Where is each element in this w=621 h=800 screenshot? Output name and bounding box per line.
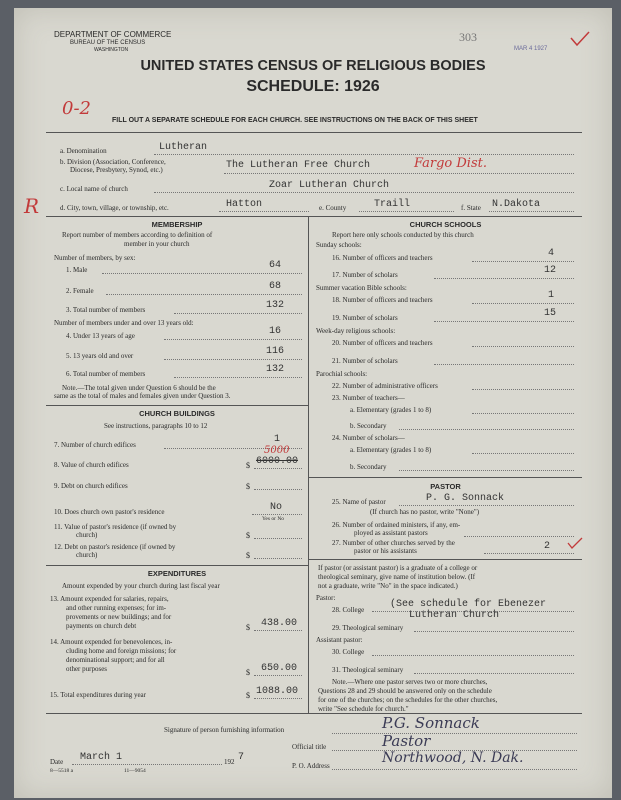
form-title: UNITED STATES CENSUS OF RELIGIOUS BODIES	[140, 58, 486, 74]
bureau-label: BUREAU OF THE CENSUS	[70, 40, 146, 46]
q7-label: 7. Number of church edifices	[54, 441, 136, 449]
church-name-label: c. Local name of church	[60, 185, 128, 193]
q11-label-2: church)	[76, 531, 98, 539]
q22-label: 22. Number of administrative officers	[332, 382, 438, 390]
pastor-footnote-3: for one of the churches; on the schedules for the other churches,	[318, 696, 498, 704]
q10-label: 10. Does church own pastor's residence	[54, 508, 165, 516]
q12-label-2: church)	[76, 551, 98, 559]
q24-label: 24. Number of scholars—	[332, 434, 405, 442]
state-value: N.Dakota	[492, 199, 541, 210]
q18-value: 1	[548, 290, 555, 301]
check-mark-icon	[566, 536, 584, 550]
year-digit: 7	[238, 752, 245, 763]
q19-label: 19. Number of scholars	[332, 314, 398, 322]
q6-value: 132	[266, 364, 285, 375]
church-name-value: Zoar Lutheran Church	[269, 180, 390, 191]
address-value: Northwood, N. Dak.	[382, 750, 524, 766]
official-title-value: Pastor	[382, 732, 431, 750]
department-label: DEPARTMENT OF COMMERCE	[54, 30, 172, 39]
county-value: Traill	[374, 199, 411, 210]
q1-label: 1. Male	[66, 266, 88, 274]
q26-label: 26. Number of ordained ministers, if any, em-	[332, 521, 461, 529]
q27-label-2: pastor or his assistants	[354, 547, 417, 555]
summer-label: Summer vacation Bible schools:	[316, 284, 407, 292]
divider	[46, 132, 582, 133]
form-subtitle: SCHEDULE: 1926	[246, 78, 380, 95]
q9-label: 9. Debt on church edifices	[54, 482, 128, 490]
q7-value: 1	[274, 434, 281, 445]
q13-label-1: 13. Amount expended for salaries, repairs,	[50, 595, 169, 603]
q28-value-2: Lutheran Church	[409, 610, 500, 621]
q24b-label: b. Secondary	[350, 463, 387, 471]
check-mark-icon	[569, 30, 591, 48]
q2-value: 68	[269, 281, 282, 292]
q15-value: 1088.00	[256, 686, 299, 697]
q29-label: 29. Theological seminary	[332, 624, 404, 632]
q14-label-3: denominational support; and for all	[66, 656, 165, 664]
received-stamp: MAR 4 1927	[514, 46, 548, 52]
column-divider	[308, 216, 309, 713]
red-r-mark: R	[24, 194, 40, 218]
q5-label: 5. 13 years old and over	[66, 352, 134, 360]
q27-value: 2	[544, 541, 551, 552]
q18-label: 18. Number of officers and teachers	[332, 296, 433, 304]
division-handwritten: Fargo Dist.	[414, 156, 487, 171]
q16-label: 16. Number of officers and teachers	[332, 254, 433, 262]
pastor-title: PASTOR	[430, 482, 461, 491]
pastor-footnote-1: Note.—Where one pastor serves two or more churches,	[332, 678, 488, 686]
q25-value: P. G. Sonnack	[426, 493, 505, 504]
by-age-label: Number of members under and over 13 years old:	[54, 319, 194, 327]
pastor-footnote-2: Questions 28 and 29 should be answered only on the schedule	[318, 687, 492, 695]
city-label: WASHINGTON	[94, 47, 129, 53]
q19-value: 15	[544, 308, 557, 319]
q13-value: 438.00	[261, 618, 298, 629]
city-field-value: Hatton	[226, 199, 263, 210]
q17-value: 12	[544, 265, 557, 276]
membership-note: Report number of members according to definition of	[62, 231, 213, 239]
q1-value: 64	[269, 260, 282, 271]
schools-title: CHURCH SCHOOLS	[409, 220, 482, 229]
signature-label: Signature of person furnishing information	[164, 726, 285, 734]
division-value: The Lutheran Free Church	[226, 160, 371, 171]
instruction-line: FILL OUT A SEPARATE SCHEDULE FOR EACH CHURCH. SEE INSTRUCTIONS ON THE BACK OF THIS SHEET	[112, 117, 478, 124]
q16-value: 4	[548, 248, 555, 259]
q14-label-1: 14. Amount expended for benevolences, in-	[50, 638, 173, 646]
by-sex-label: Number of members, by sex:	[54, 254, 136, 262]
division-label: b. Division (Association, Conference,	[60, 158, 166, 166]
q4-label: 4. Under 13 years of age	[66, 332, 135, 340]
q14-value: 650.00	[261, 663, 298, 674]
q3-value: 132	[266, 300, 285, 311]
expenditures-title: EXPENDITURES	[147, 569, 207, 578]
q14-label-2: cluding home and foreign missions; for	[66, 647, 177, 655]
q24a-label: a. Elementary (grades 1 to 8)	[350, 446, 432, 454]
q15-label: 15. Total expenditures during year	[50, 691, 146, 699]
q25-note: (If church has no pastor, write "None")	[370, 508, 480, 516]
q8-correction: 5000	[264, 445, 290, 456]
q31-label: 31. Theological seminary	[332, 666, 404, 674]
q17-label: 17. Number of scholars	[332, 271, 398, 279]
pastor-sub-label: Pastor:	[316, 594, 336, 602]
q12-label: 12. Debt on pastor's residence (if owned by	[54, 543, 176, 551]
buildings-title: CHURCH BUILDINGS	[139, 409, 215, 418]
official-title-label: Official title	[292, 743, 327, 751]
q8-value: 6000.00	[256, 456, 299, 467]
q23b-label: b. Secondary	[350, 422, 387, 430]
date-label: Date	[50, 758, 64, 766]
print-number: 11—9054	[124, 768, 146, 774]
signature-value: P.G. Sonnack	[382, 714, 480, 732]
parochial-label: Parochial schools:	[316, 370, 368, 378]
q2-label: 2. Female	[66, 287, 94, 295]
q11-label: 11. Value of pastor's residence (if owned by	[54, 523, 177, 531]
membership-footnote: Note.—The total given under Question 6 should be the	[62, 384, 216, 392]
assistant-label: Assistant pastor:	[316, 636, 363, 644]
q13-label-2: and other running expenses; for im-	[66, 604, 167, 612]
sunday-label: Sunday schools:	[316, 241, 362, 249]
membership-footnote-2: same as the total of males and females given under Question 3.	[54, 392, 231, 400]
q14-label-4: other purposes	[66, 665, 108, 673]
pastor-footnote-4: write "See schedule for church."	[318, 705, 409, 713]
q4-value: 16	[269, 326, 282, 337]
weekday-label: Week-day religious schools:	[316, 327, 396, 335]
q6-label: 6. Total number of members	[66, 370, 146, 378]
year-prefix: 192	[224, 758, 235, 766]
graduate-note-2: theological seminary, give name of institution below. (If	[318, 573, 476, 581]
city-field-label: d. City, town, village, or township, etc.	[60, 204, 169, 212]
q23a-label: a. Elementary (grades 1 to 8)	[350, 406, 432, 414]
form-number: 8—5518 a	[50, 768, 74, 774]
graduate-note-3: not a graduate, write "No" in the space indicated.)	[318, 582, 458, 590]
q26-label-2: ployed as assistant pastors	[354, 529, 428, 537]
divider	[46, 216, 582, 217]
expenditures-subtitle: Amount expended by your church during last fiscal year	[62, 582, 220, 590]
q20-label: 20. Number of officers and teachers	[332, 339, 433, 347]
graduate-note-1: If pastor (or assistant pastor) is a graduate of a college or	[318, 564, 478, 572]
stamp-number: 303	[459, 30, 477, 44]
denomination-label: a. Denomination	[60, 147, 107, 155]
division-label-2: Diocese, Presbytery, Synod, etc.)	[70, 166, 163, 174]
membership-note-2: member in your church	[124, 240, 190, 248]
q13-label-4: payments on church debt	[66, 622, 137, 630]
yes-no-hint: Yes or No	[262, 516, 285, 522]
q21-label: 21. Number of scholars	[332, 357, 398, 365]
q27-label: 27. Number of other churches served by the	[332, 539, 455, 547]
census-schedule: DEPARTMENT OF COMMERCE BUREAU OF THE CENSUS WASHINGTON 303 MAR 4 1927 UNITED STATES CENSUS OF RELIGIOUS BODIES SCHEDULE: 1926 0-2 FILL OUT A SEPARATE SCHEDULE FOR EACH CHURCH. SEE INSTRUCTIONS ON THE BACK OF THIS SHEET a. Denomination Lutheran b. Division (Association, Conference, Diocese, Presbytery, Synod, etc.) The Lutheran Free Church Fargo Dist. c. Local name of church Zoar Lutheran Church R d. City, town, village, or township, etc. Hatton e. County Traill f. State N.Dakota MEMBERSHIP Report number of members according to definition of member in your church Number of members, by sex: 1. Male 64 2. Female 68 3. Total number of members 132 Number of members under and over 13 years old: 4. Under 13 years of age 16 5. 13 years old and over 116 6. Total number of members 132 Note.—The total given under Question 6 should be the same as the total of males and females given under Question 3. CHURCH BUILDINGS See instructions, paragraphs 10 to 12 7. Number of church edifices 1 5000 8. Value of church edifices $ 6000.00 9. Debt on church edifices $ 10. Does church own pastor's residence No Yes or No 11. Value of pastor's residence (if owned by church) $ 12. Debt on pastor's residence (if owned by church) $ EXPENDITURES Amount expended by your church during last fiscal year 13. Amount expended for salaries, repairs, and other running expenses; for im- provements or new buildings; and for payments on church debt $ 438.00 14. Amount expended for benevolences, in- cluding home and foreign missions; for denominational support; and for all other purposes $ 650.00 15. Total expenditures during year $ 1088.00 CHURCH SCHOOLS Report here only schools conducted by this church Sunday schools: 16. Number of officers and teachers 4 17. Number of scholars 12 Summer vacation Bible schools: 18. Number of officers and teachers 1 19. Number of scholars 15 Week-day religious schools: 20. Number of officers and teachers 21. Number of scholars Parochial schools: 22. Number of administrative officers 23. Number of teachers— a. Elementary (grades 1 to 8) b. Secondary 24. Number of scholars— a. Elementary (grades 1 to 8) b. Secondary PASTOR 25. Name of pastor P. G. Sonnack (If church has no pastor, write "None") 26. Number of ordained ministers, if any, em- ployed as assistant pastors 27. Number of other churches served by the pastor or his assistants 2 If pastor (or assistant pastor) is a graduate of a college or theological seminary, give name of institution below. (If not a graduate, write "No" in the space indicated.) Pastor: 28. College (See schedule for Ebenezer Lutheran Church 29. Theological seminary Assistant pastor: 30. College 31. Theological seminary Note.—Where one pastor serves two or more churches, Questions 28 and 29 should be answered only on the schedule for one of the churches; on the schedules for the other churches, write "See schedule for church." Signature of person furnishing information P.G. Sonnack Official title Pastor Date March 1 192 7 P. O. Address Northwood, N. Dak. 8—5518 a 11—9054	[14, 8, 612, 798]
q8-label: 8. Value of church edifices	[54, 461, 129, 469]
address-label: P. O. Address	[292, 762, 330, 770]
q10-value: No	[270, 502, 283, 513]
q23-label: 23. Number of teachers—	[332, 394, 405, 402]
q5-value: 116	[266, 346, 285, 357]
county-label: e. County	[319, 204, 347, 212]
q25-label: 25. Name of pastor	[332, 498, 386, 506]
state-label: f. State	[461, 204, 481, 212]
q13-label-3: provements or new buildings; and for	[66, 613, 172, 621]
date-value: March 1	[80, 752, 123, 763]
q3-label: 3. Total number of members	[66, 306, 146, 314]
denomination-value: Lutheran	[159, 142, 208, 153]
membership-title: MEMBERSHIP	[151, 220, 203, 229]
q28-value: (See schedule for Ebenezer	[390, 599, 547, 610]
red-annotation: 0-2	[62, 98, 91, 119]
buildings-instruction: See instructions, paragraphs 10 to 12	[104, 422, 208, 430]
q30-label: 30. College	[332, 648, 365, 656]
schools-subtitle: Report here only schools conducted by this church	[332, 231, 474, 239]
q28-label: 28. College	[332, 606, 365, 614]
